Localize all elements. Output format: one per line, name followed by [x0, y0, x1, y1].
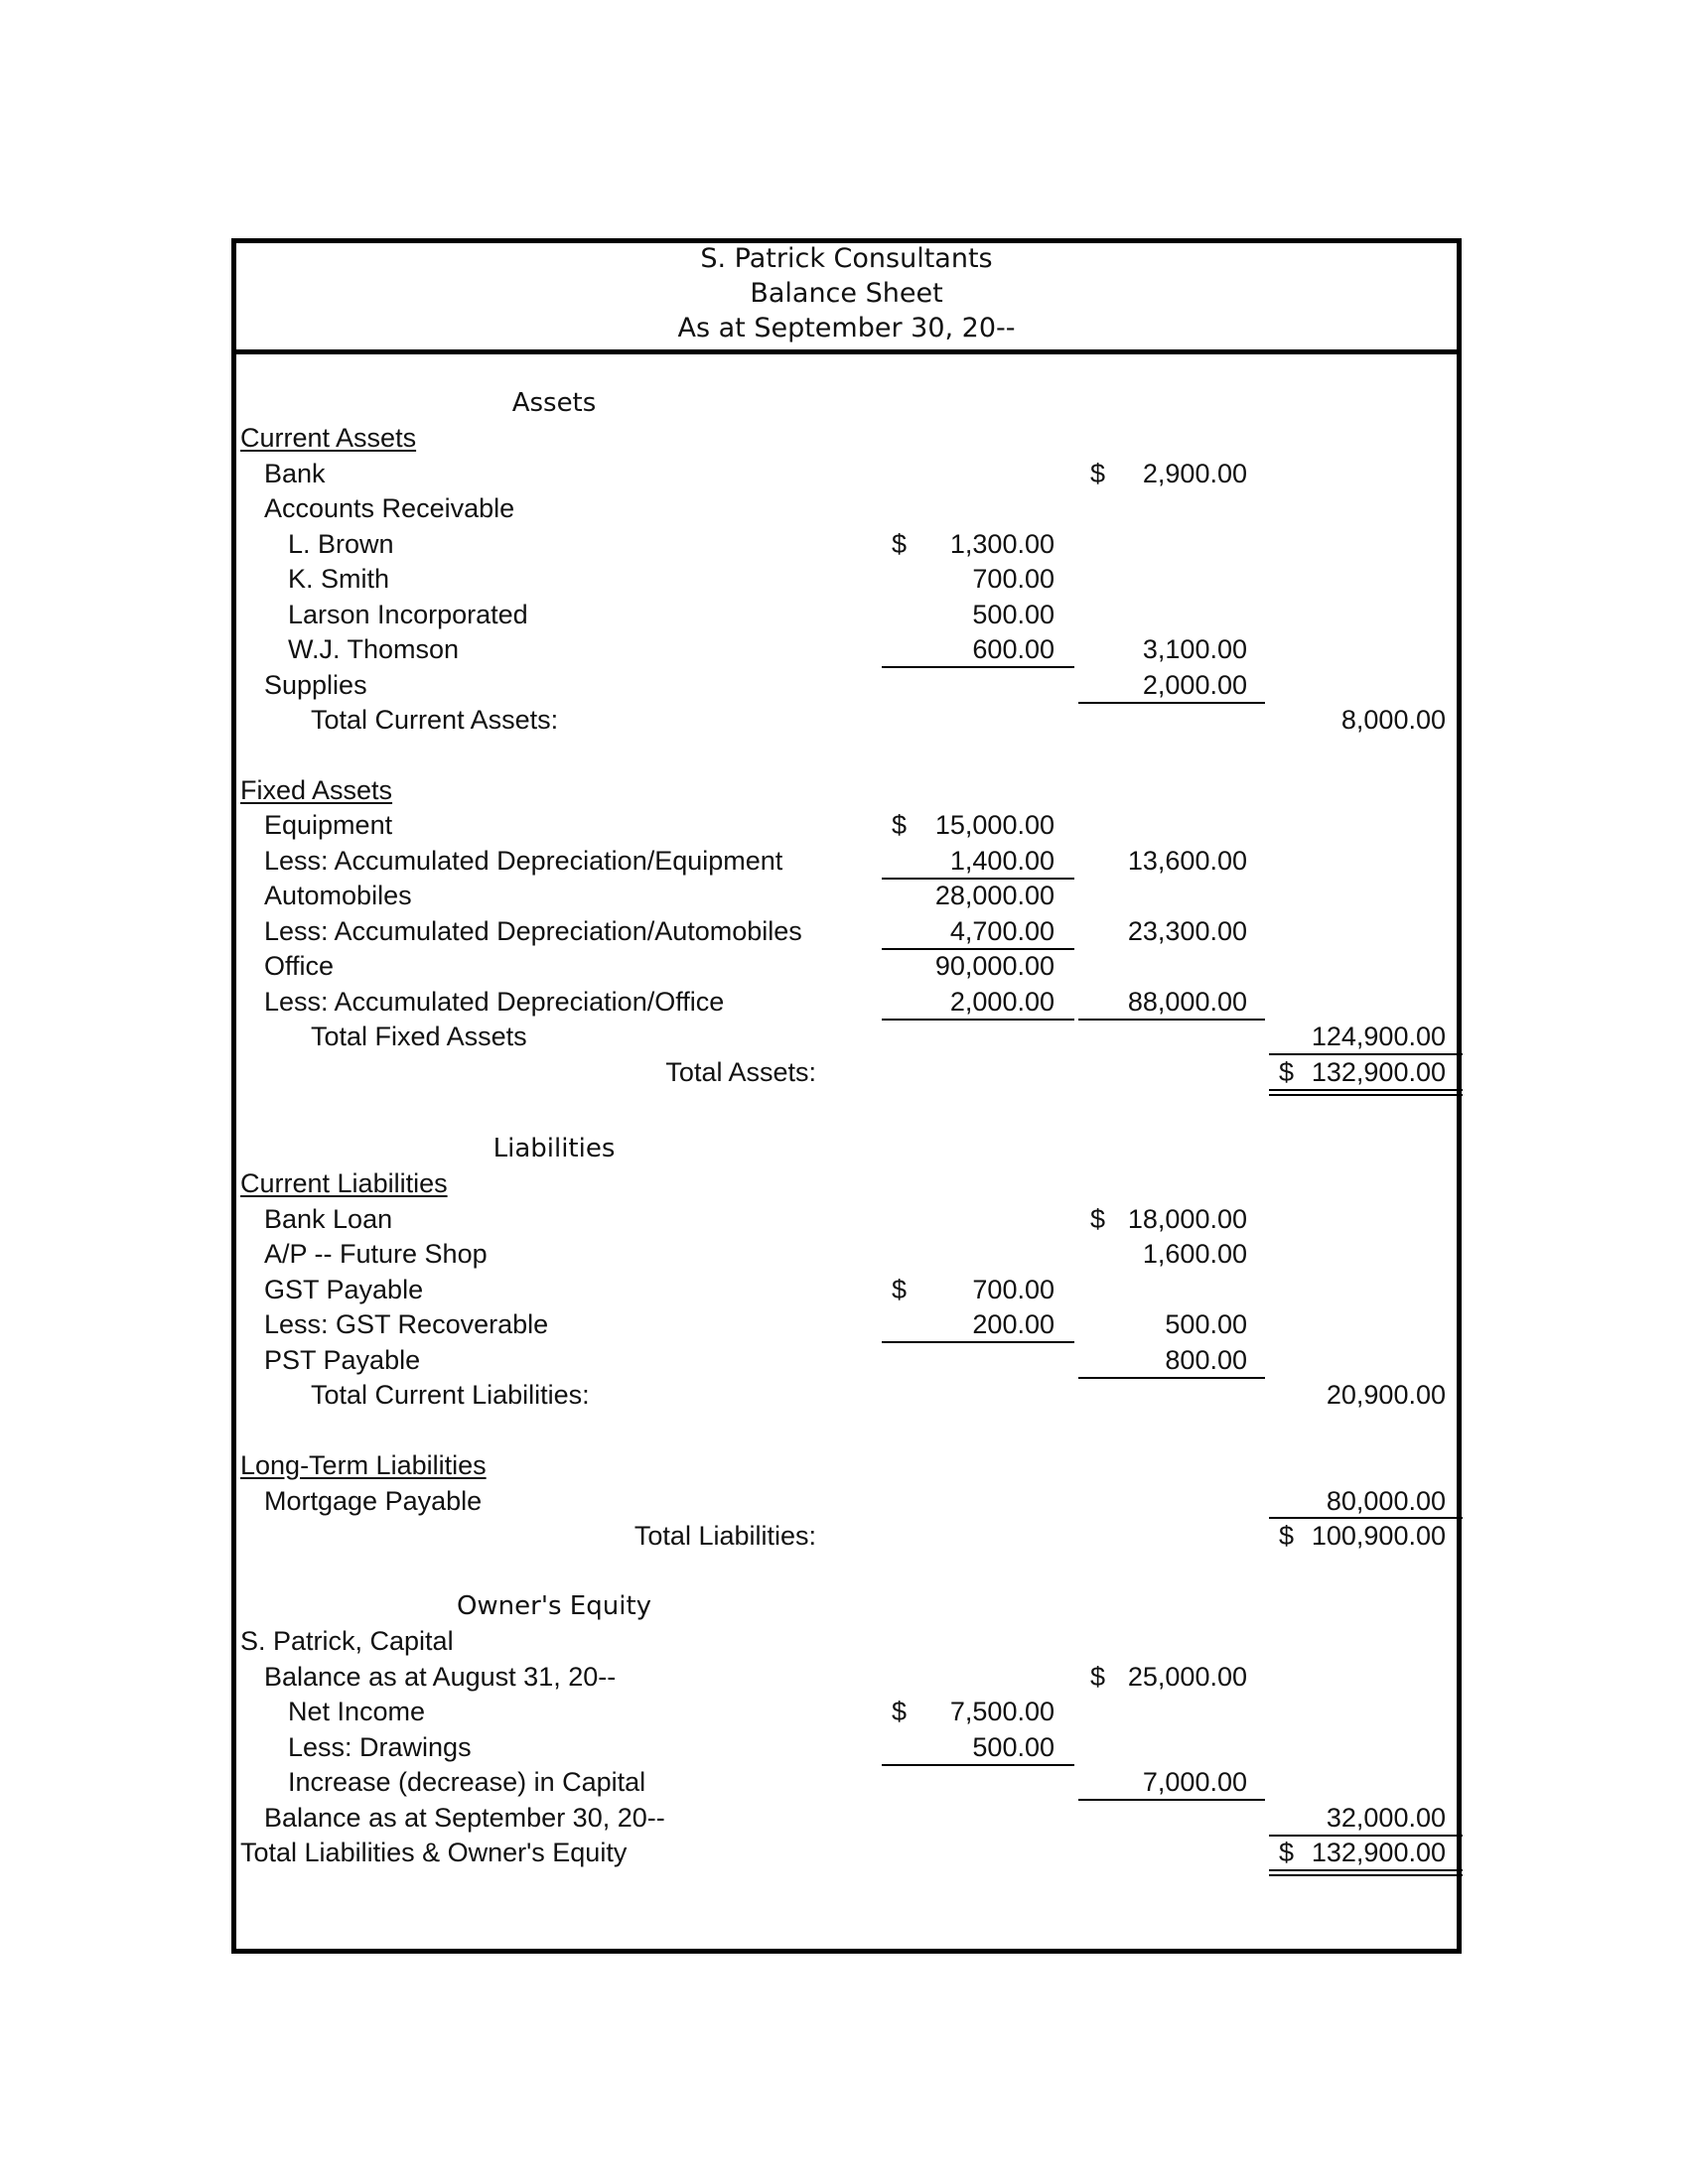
gst-payable-row [236, 1272, 1457, 1307]
total-current-liabilities-value: 20,900.00 [1326, 1380, 1446, 1410]
dep-office-label: Less: Accumulated Depreciation/Office [264, 987, 725, 1017]
dep-auto-value: 4,700.00 [949, 916, 1055, 946]
dep-equipment-label: Less: Accumulated Depreciation/Equipment [264, 846, 783, 876]
long-term-heading-row [236, 1447, 1457, 1483]
dep-equipment-value: 1,400.00 [949, 846, 1055, 876]
bank-loan-value: 18,000.00 [1127, 1204, 1247, 1234]
dollar-sign: $ [1279, 1838, 1295, 1867]
total-fixed-assets-value: 124,900.00 [1311, 1022, 1446, 1051]
pst-row [236, 1342, 1457, 1378]
total-liabilities-label: Total Liabilities: [633, 1521, 816, 1551]
total-current-assets-row [236, 702, 1457, 738]
gst-payable-value: 700.00 [972, 1275, 1055, 1304]
dep-office-row [236, 984, 1457, 1020]
supplies-label: Supplies [264, 670, 367, 700]
total-le-label: Total Liabilities & Owner's Equity [240, 1838, 628, 1867]
net-auto-value: 23,300.00 [1127, 916, 1247, 946]
closing-balance-label: Balance as at September 30, 20-- [264, 1803, 665, 1833]
ap-row [236, 1236, 1457, 1272]
ar-item-value: 700.00 [972, 564, 1055, 594]
ar-label: Accounts Receivable [264, 493, 515, 523]
equipment-label: Equipment [264, 810, 393, 840]
dollar-sign: $ [892, 1275, 908, 1304]
dollar-sign: $ [892, 529, 908, 559]
capital-label: S. Patrick, Capital [240, 1626, 454, 1656]
gst-payable-label: GST Payable [264, 1275, 424, 1304]
ar-item-label: K. Smith [288, 564, 390, 594]
ar-item-label: Larson Incorporated [288, 600, 528, 629]
ar-total: 3,100.00 [1142, 634, 1247, 664]
fixed-assets-heading-row [236, 772, 1457, 808]
dollar-sign: $ [1090, 459, 1106, 488]
office-value: 90,000.00 [934, 951, 1055, 981]
closing-balance-value: 32,000.00 [1326, 1803, 1446, 1833]
supplies-row [236, 667, 1457, 703]
drawings-label: Less: Drawings [288, 1732, 472, 1762]
automobiles-row [236, 878, 1457, 913]
total-liabilities-row [236, 1518, 1457, 1554]
increase-value: 7,000.00 [1142, 1767, 1247, 1797]
liabilities-title-row [236, 1131, 1457, 1166]
net-office-value: 88,000.00 [1127, 987, 1247, 1017]
total-assets-label: Total Assets: [665, 1057, 816, 1087]
equipment-value: 15,000.00 [934, 810, 1055, 840]
supplies-value: 2,000.00 [1142, 670, 1247, 700]
total-current-liabilities-label: Total Current Liabilities: [311, 1380, 590, 1410]
dollar-sign: $ [1279, 1521, 1295, 1551]
dollar-sign: $ [892, 1697, 908, 1726]
total-current-assets-value: 8,000.00 [1340, 705, 1446, 735]
dep-office-value: 2,000.00 [949, 987, 1055, 1017]
statement-date: As at September 30, 20-- [677, 313, 1016, 343]
ar-item-value: 1,300.00 [949, 529, 1055, 559]
ar-item-label: W.J. Thomson [288, 634, 460, 664]
ar-item-label: L. Brown [288, 529, 394, 559]
total-le-value: 132,900.00 [1311, 1838, 1446, 1867]
dollar-sign: $ [1090, 1204, 1106, 1234]
double-underline [1269, 1089, 1463, 1096]
balance-sheet [231, 238, 1462, 1954]
total-fixed-assets-label: Total Fixed Assets [311, 1022, 527, 1051]
net-income-label: Net Income [288, 1697, 426, 1726]
dep-auto-row [236, 913, 1457, 949]
current-liabilities-heading: Current Liabilities [240, 1168, 448, 1198]
bank-label: Bank [264, 459, 326, 488]
equipment-row [236, 807, 1457, 843]
opening-balance-row [236, 1659, 1457, 1695]
ar-item-row [236, 631, 1457, 667]
bank-loan-label: Bank Loan [264, 1204, 393, 1234]
statement-body [236, 243, 1457, 1949]
ar-item-value: 600.00 [972, 634, 1055, 664]
net-income-value: 7,500.00 [949, 1697, 1055, 1726]
capital-row [236, 1623, 1457, 1659]
opening-balance-label: Balance as at August 31, 20-- [264, 1662, 617, 1692]
gst-recoverable-value: 200.00 [972, 1309, 1055, 1339]
office-row [236, 948, 1457, 984]
current-assets-heading: Current Assets [240, 423, 417, 453]
dollar-sign: $ [892, 810, 908, 840]
total-fixed-assets-row [236, 1019, 1457, 1054]
current-assets-heading-row [236, 420, 1457, 456]
total-current-liabilities-row [236, 1377, 1457, 1413]
ar-item-row [236, 526, 1457, 562]
office-label: Office [264, 951, 335, 981]
pst-label: PST Payable [264, 1345, 421, 1375]
total-assets-value: 132,900.00 [1311, 1057, 1446, 1087]
increase-label: Increase (decrease) in Capital [288, 1767, 646, 1797]
dollar-sign: $ [1279, 1057, 1295, 1087]
total-liabilities-value: 100,900.00 [1311, 1521, 1446, 1551]
equity-title: Owner's Equity [456, 1591, 652, 1621]
statement-title: Balance Sheet [750, 278, 943, 309]
ar-item-row [236, 561, 1457, 597]
current-liabilities-heading-row [236, 1165, 1457, 1201]
drawings-value: 500.00 [972, 1732, 1055, 1762]
assets-title: Assets [511, 388, 597, 418]
increase-row [236, 1764, 1457, 1800]
dep-auto-label: Less: Accumulated Depreciation/Automobiles [264, 916, 802, 946]
net-income-row [236, 1694, 1457, 1729]
net-equipment-value: 13,600.00 [1127, 846, 1247, 876]
fixed-assets-heading: Fixed Assets [240, 775, 393, 805]
total-assets-row [236, 1054, 1457, 1090]
automobiles-label: Automobiles [264, 881, 412, 910]
assets-title-row [236, 385, 1457, 421]
gst-recoverable-label: Less: GST Recoverable [264, 1309, 549, 1339]
bank-row [236, 456, 1457, 491]
dep-equipment-row [236, 843, 1457, 879]
pst-value: 800.00 [1165, 1345, 1247, 1375]
total-current-assets-label: Total Current Assets: [311, 705, 559, 735]
mortgage-label: Mortgage Payable [264, 1486, 483, 1516]
mortgage-value: 80,000.00 [1326, 1486, 1446, 1516]
drawings-row [236, 1729, 1457, 1765]
ar-item-value: 500.00 [972, 600, 1055, 629]
ap-value: 1,600.00 [1142, 1239, 1247, 1269]
closing-balance-row [236, 1800, 1457, 1836]
long-term-heading: Long-Term Liabilities [240, 1450, 487, 1480]
ar-item-row [236, 597, 1457, 632]
double-underline [1269, 1869, 1463, 1876]
gst-recoverable-row [236, 1306, 1457, 1342]
ap-label: A/P -- Future Shop [264, 1239, 488, 1269]
total-le-row [236, 1835, 1457, 1870]
equity-title-row [236, 1588, 1457, 1624]
company-name: S. Patrick Consultants [700, 243, 993, 274]
bank-loan-row [236, 1201, 1457, 1237]
opening-balance-value: 25,000.00 [1127, 1662, 1247, 1692]
mortgage-row [236, 1483, 1457, 1519]
bank-value: 2,900.00 [1142, 459, 1247, 488]
automobiles-value: 28,000.00 [934, 881, 1055, 910]
liabilities-title: Liabilities [492, 1134, 616, 1163]
ar-row [236, 490, 1457, 526]
dollar-sign: $ [1090, 1662, 1106, 1692]
gst-net-value: 500.00 [1165, 1309, 1247, 1339]
